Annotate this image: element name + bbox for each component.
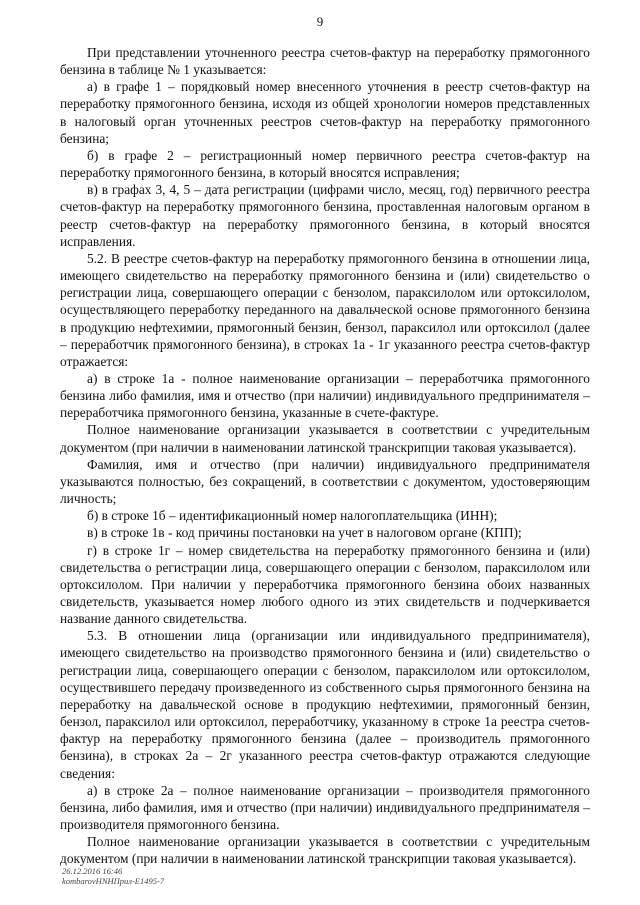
paragraph: 5.2. В реестре счетов-фактур на переработку прямогонного бензина в отношении лица, имеющего свидетельство на переработку прямогонного бензина и (или) свидетельство о регистрации лица, совершающего операции с бензолом, параксилолом или ортоксилолом, осуществляющего переработку переданного на давальческой основе прямогонного бензина в продукцию нефтехимии, прямогонный бензин, бензол, параксилол или ортоксилол (далее – переработчик прямогонного бензина), в строках 1а - 1г указанного реестра счетов-фактур отражается: <box>60 250 590 369</box>
paragraph: а) в строке 1а - полное наименование организации – переработчика прямогонного бензина либо фамилия, имя и отчество (при наличии) индивидуального предпринимателя – переработчика прямогонного бензина, указанные в счете-фактуре. <box>60 370 590 421</box>
paragraph: б) в строке 1б – идентификационный номер налогоплательщика (ИНН); <box>87 508 498 524</box>
paragraph: а) в строке 2а – полное наименование организации – производителя прямогонного бензина, либо фамилия, имя и отчество (при наличии) индивидуального предпринимателя – производителя прямогонного бензина. <box>60 782 590 833</box>
paragraph: Полное наименование организации указывается в соответствии с учредительным документом (при наличии в наименовании латинской транскрипции таковая указывается). <box>60 422 590 455</box>
paragraph: Полное наименование организации указывается в соответствии с учредительным документом (при наличии в наименовании латинской транскрипции таковая указывается). <box>60 834 590 867</box>
paragraph: 5.3. В отношении лица (организации или индивидуального предпринимателя), имеющего свидетельство на производство прямогонного бензина и (или) свидетельство о регистрации лица, совершающего операции с бензолом, параксилолом или ортоксилолом, осуществившего передачу произведенного из собственного сырья прямогонного бензина на переработку на давальческой основе в продукцию нефтехимии, прямогонный бензин, бензол, параксилол или ортоксилол, переработчику, указанному в строке 1а реестра счетов-фактур на переработку прямогонного бензина (далее – производитель прямогонного бензина), в строках 2а – 2г указанного реестра счетов-фактур отражаются следующие сведения: <box>60 628 590 781</box>
paragraph: в) в графах 3, 4, 5 – дата регистрации (цифрами число, месяц, год) первичного реестра счетов-фактур на переработку прямогонного бензина, проставленная налоговым органом в реестр счетов-фактур на переработку прямогонного бензина, в который вносятся исправления. <box>60 182 590 249</box>
footer-date: 26.12.2016 16:46 <box>62 866 123 876</box>
paragraph: а) в графе 1 – порядковый номер внесенного уточнения в реестр счетов-фактур на переработку прямогонного бензина, исходя из общей хронологии номеров представленных в налоговый орган уточненных реестров счетов-фактур на переработку прямогонного бензина; <box>60 79 590 146</box>
paragraph: в) в строке 1в - код причины постановки на учет в налоговом органе (КПП); <box>87 525 522 541</box>
paragraph: г) в строке 1г – номер свидетельства на переработку прямогонного бензина и (или) свидетельства о регистрации лица, совершающего операции с бензолом, параксилолом или ортоксилолом. При наличии у переработчика прямогонного бензина обоих названных свидетельств, указывается номер любого одного из этих свидетельств и подчеркивается название данного свидетельства. <box>60 542 590 627</box>
paragraph: Фамилия, имя и отчество (при наличии) индивидуального предпринимателя указываются полностью, без сокращений, в соответствии с документом, удостоверяющим личность; <box>60 456 590 507</box>
footer-stamp <box>62 866 164 886</box>
paragraph: б) в графе 2 – регистрационный номер первичного реестра счетов-фактур на переработку прямогонного бензина, в который вносятся исправления; <box>60 147 590 181</box>
paragraph: При представлении уточненного реестра счетов-фактур на переработку прямогонного бензина в таблице № 1 указывается: <box>60 45 590 78</box>
document-body <box>60 44 590 868</box>
page-number: 9 <box>316 14 324 29</box>
footer-path: kombarovHNHПрил-Е1495-7 <box>62 876 165 886</box>
